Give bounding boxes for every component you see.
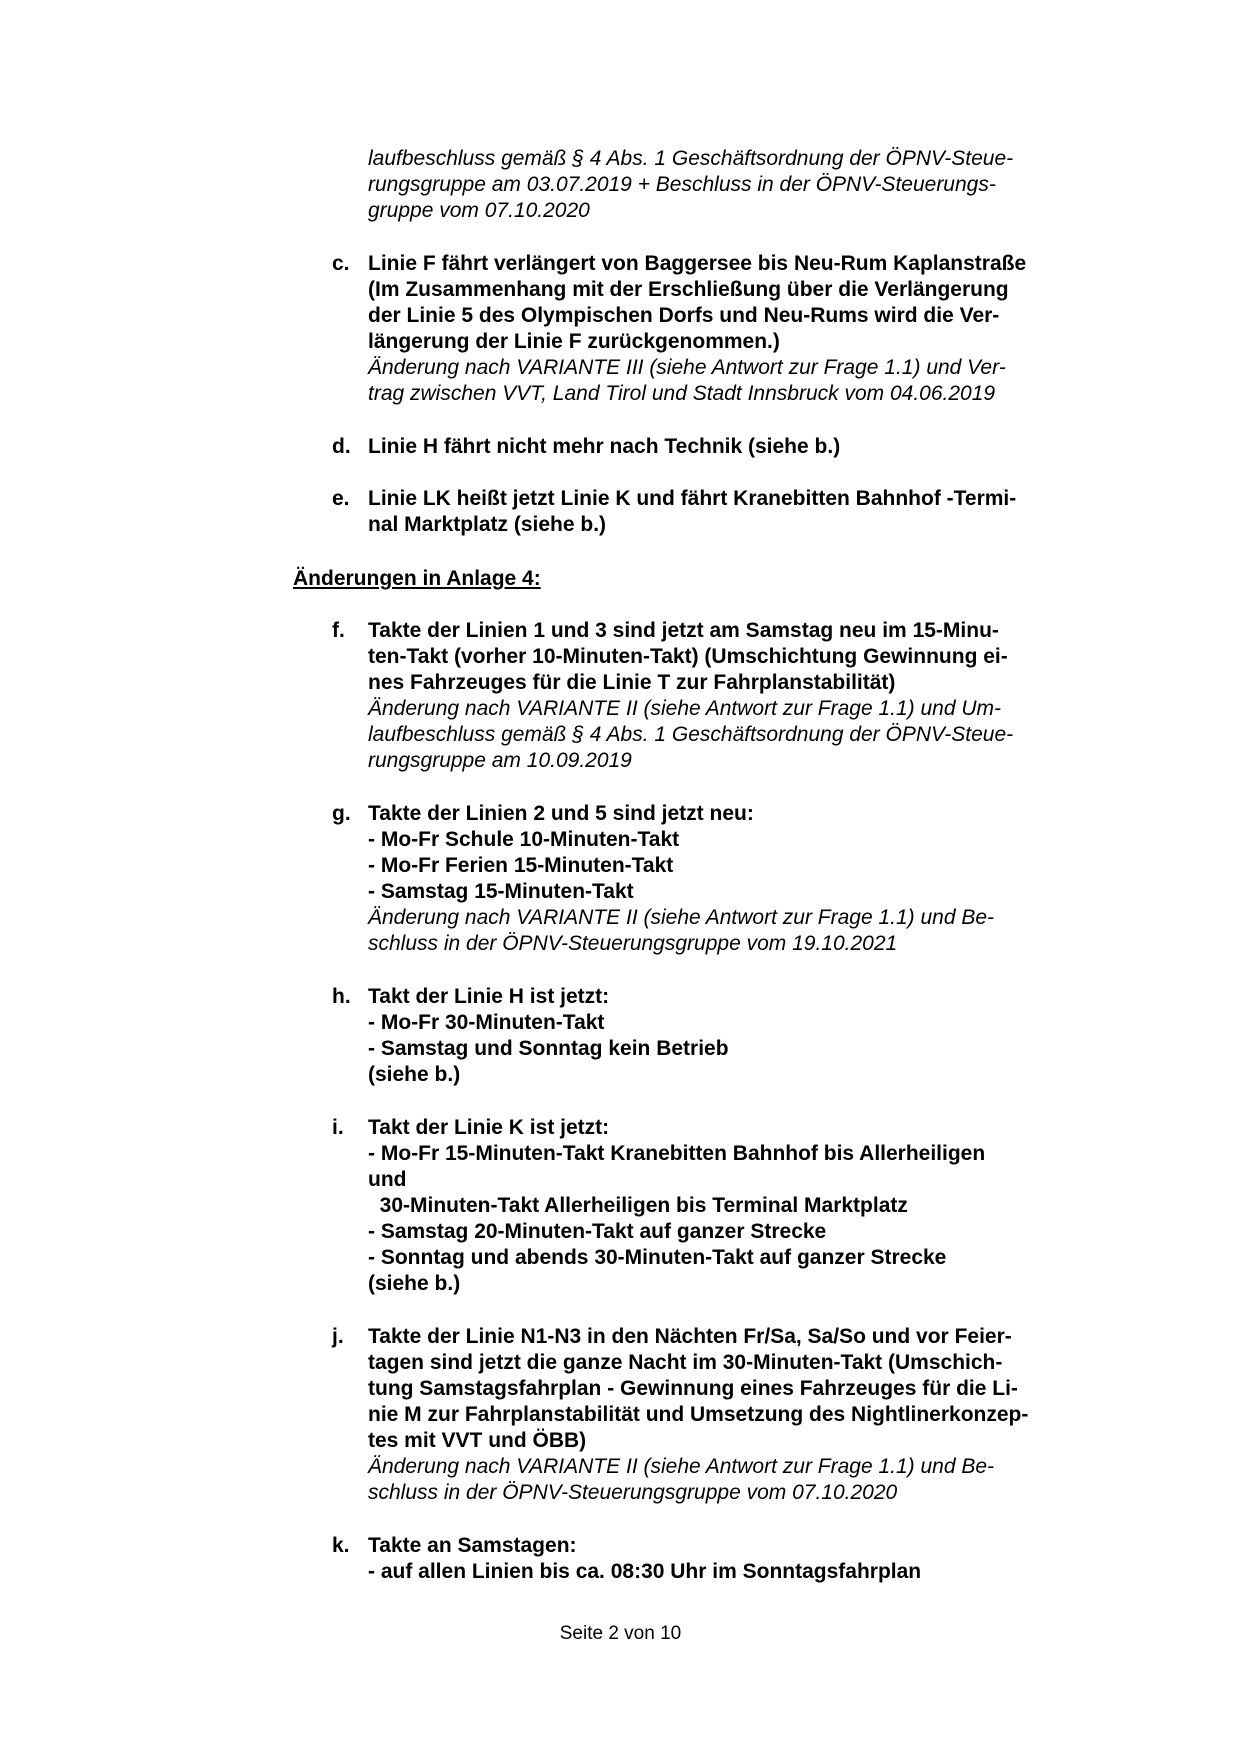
- item-letter: k.: [332, 1534, 350, 1557]
- item-text: - auf allen Linien bis ca. 08:30 Uhr im Sonntagsfahrplan: [368, 1560, 922, 1583]
- item-note: trag zwischen VVT, Land Tirol und Stadt Innsbruck vom 04.06.2019: [368, 382, 996, 405]
- item-letter: g.: [332, 802, 351, 825]
- item-text: - Samstag 15-Minuten-Takt: [368, 880, 634, 903]
- item-letter: f.: [332, 619, 345, 642]
- section-heading: Änderungen in Anlage 4:: [293, 567, 541, 590]
- item-text: Takte an Samstagen:: [368, 1534, 577, 1557]
- page-footer: Seite 2 von 10: [559, 1623, 682, 1644]
- item-text: nes Fahrzeuges für die Linie T zur Fahrplanstabilität): [368, 671, 896, 694]
- item-text: ten-Takt (vorher 10-Minuten-Takt) (Umschichtung Gewinnung ei-: [368, 645, 1008, 668]
- item-text: 30-Minuten-Takt Allerheiligen bis Terminal Marktplatz: [368, 1194, 908, 1217]
- item-text: Takte der Linien 2 und 5 sind jetzt neu:: [368, 802, 754, 825]
- item-text: tagen sind jetzt die ganze Nacht im 30-Minuten-Takt (Umschich-: [368, 1351, 1003, 1374]
- item-note: Änderung nach VARIANTE III (siehe Antwort zur Frage 1.1) und Ver-: [368, 356, 1006, 379]
- item-letter: d.: [332, 435, 351, 458]
- item-text: tung Samstagsfahrplan - Gewinnung eines Fahrzeuges für die Li-: [368, 1377, 1018, 1400]
- item-text: Takt der Linie H ist jetzt:: [368, 985, 610, 1008]
- continuation-line: rungsgruppe am 03.07.2019 + Beschluss in der ÖPNV-Steuerungs-: [368, 173, 996, 196]
- item-note: rungsgruppe am 10.09.2019: [368, 749, 632, 772]
- item-text: nie M zur Fahrplanstabilität und Umsetzung des Nightlinerkonzep-: [368, 1403, 1029, 1426]
- item-text: Linie F fährt verlängert von Baggersee bis Neu-Rum Kaplanstraße: [368, 252, 1027, 275]
- item-text: - Sonntag und abends 30-Minuten-Takt auf ganzer Strecke: [368, 1246, 947, 1269]
- item-text: nal Marktplatz (siehe b.): [368, 513, 607, 536]
- item-letter: h.: [332, 985, 351, 1008]
- item-note: schluss in der ÖPNV-Steuerungsgruppe vom 19.10.2021: [368, 932, 898, 955]
- continuation-line: gruppe vom 07.10.2020: [368, 199, 590, 222]
- item-text: - Samstag 20-Minuten-Takt auf ganzer Strecke: [368, 1220, 827, 1243]
- continuation-line: laufbeschluss gemäß § 4 Abs. 1 Geschäftsordnung der ÖPNV-Steue-: [368, 147, 1014, 170]
- item-text: (siehe b.): [368, 1272, 461, 1295]
- item-text: - Samstag und Sonntag kein Betrieb: [368, 1037, 729, 1060]
- item-letter: c.: [332, 252, 350, 275]
- item-letter: i.: [332, 1116, 344, 1139]
- item-text: - Mo-Fr Schule 10-Minuten-Takt: [368, 828, 680, 851]
- item-note: schluss in der ÖPNV-Steuerungsgruppe vom 07.10.2020: [368, 1481, 898, 1504]
- item-note: Änderung nach VARIANTE II (siehe Antwort zur Frage 1.1) und Be-: [368, 906, 995, 929]
- item-text: und: [368, 1168, 407, 1191]
- item-text: (Im Zusammenhang mit der Erschließung über die Verlängerung: [368, 278, 1009, 301]
- item-text: (siehe b.): [368, 1063, 461, 1086]
- item-letter: j.: [332, 1325, 344, 1348]
- item-text: längerung der Linie F zurückgenommen.): [368, 330, 780, 353]
- item-text: - Mo-Fr Ferien 15-Minuten-Takt: [368, 854, 674, 877]
- item-text: Linie LK heißt jetzt Linie K und fährt Kranebitten Bahnhof -Termi-: [368, 487, 1017, 510]
- item-note: laufbeschluss gemäß § 4 Abs. 1 Geschäftsordnung der ÖPNV-Steue-: [368, 723, 1014, 746]
- item-note: Änderung nach VARIANTE II (siehe Antwort zur Frage 1.1) und Um-: [368, 697, 1002, 720]
- item-text: - Mo-Fr 30-Minuten-Takt: [368, 1011, 605, 1034]
- item-text: der Linie 5 des Olympischen Dorfs und Neu-Rums wird die Ver-: [368, 304, 1000, 327]
- item-letter: e.: [332, 487, 350, 510]
- item-text: - Mo-Fr 15-Minuten-Takt Kranebitten Bahnhof bis Allerheiligen: [368, 1142, 986, 1165]
- item-text: tes mit VVT und ÖBB): [368, 1429, 587, 1452]
- item-text: Linie H fährt nicht mehr nach Technik (siehe b.): [368, 435, 841, 458]
- item-text: Takt der Linie K ist jetzt:: [368, 1116, 610, 1139]
- item-text: Takte der Linien 1 und 3 sind jetzt am Samstag neu im 15-Minu-: [368, 619, 999, 642]
- item-note: Änderung nach VARIANTE II (siehe Antwort zur Frage 1.1) und Be-: [368, 1455, 995, 1478]
- item-text: Takte der Linie N1-N3 in den Nächten Fr/Sa, Sa/So und vor Feier-: [368, 1325, 1012, 1348]
